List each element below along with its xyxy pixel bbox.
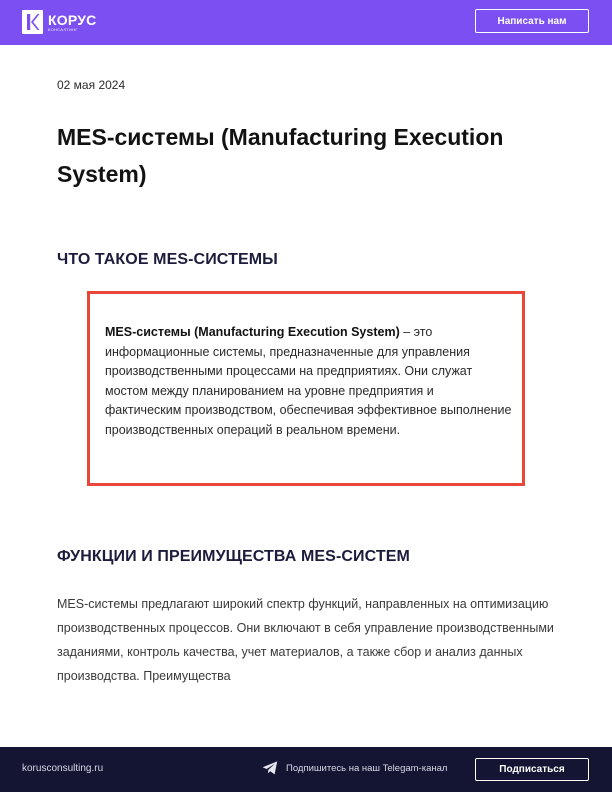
logo-subtitle: КОНСАЛТИНГ: [48, 26, 78, 32]
korus-logo[interactable]: [22, 10, 96, 34]
telegram-icon: [262, 761, 278, 775]
logo-name: КОРУС: [48, 11, 97, 28]
section-heading-what-is: ЧТО ТАКОЕ MES-СИСТЕМЫ: [57, 251, 278, 268]
definition-callout: [87, 291, 525, 486]
article-date: 02 мая 2024: [57, 78, 126, 92]
korus-logo-icon: [22, 10, 43, 34]
article-title: MES-системы (Manufacturing Execution System): [57, 124, 504, 187]
logo-text: [48, 13, 96, 32]
subscribe-button[interactable]: Подписаться: [475, 758, 589, 781]
site-link[interactable]: korusconsulting.ru: [22, 763, 104, 774]
section-heading-functions: ФУНКЦИИ И ПРЕИМУЩЕСТВА MES-СИСТЕМ: [57, 548, 410, 565]
telegram-subscribe-link[interactable]: [262, 761, 447, 775]
definition-term: MES-системы (Manufacturing Execution System): [105, 325, 400, 339]
top-header: [0, 0, 612, 45]
write-to-us-button[interactable]: Написать нам: [475, 9, 589, 33]
telegram-label: Подпишитесь на наш Telegam-канал: [286, 762, 448, 774]
bottom-footer: [0, 747, 612, 792]
definition-text: [105, 323, 513, 440]
definition-body: – это информационные системы, предназначенные для управления производственными процессами на предприятиях. Они служат мостом между планированием на уровне предприятия и фактическим производством, обеспечивая эффективное выполнение производственных операций в реальном времени.: [105, 325, 512, 437]
functions-paragraph: MES-системы предлагают широкий спектр функций, направленных на оптимизацию производственных процессов. Они включают в себя управление производственными заданиями, контроль качества, учет материалов, а также сбор и анализ данных производства. Преимущества: [57, 597, 554, 683]
